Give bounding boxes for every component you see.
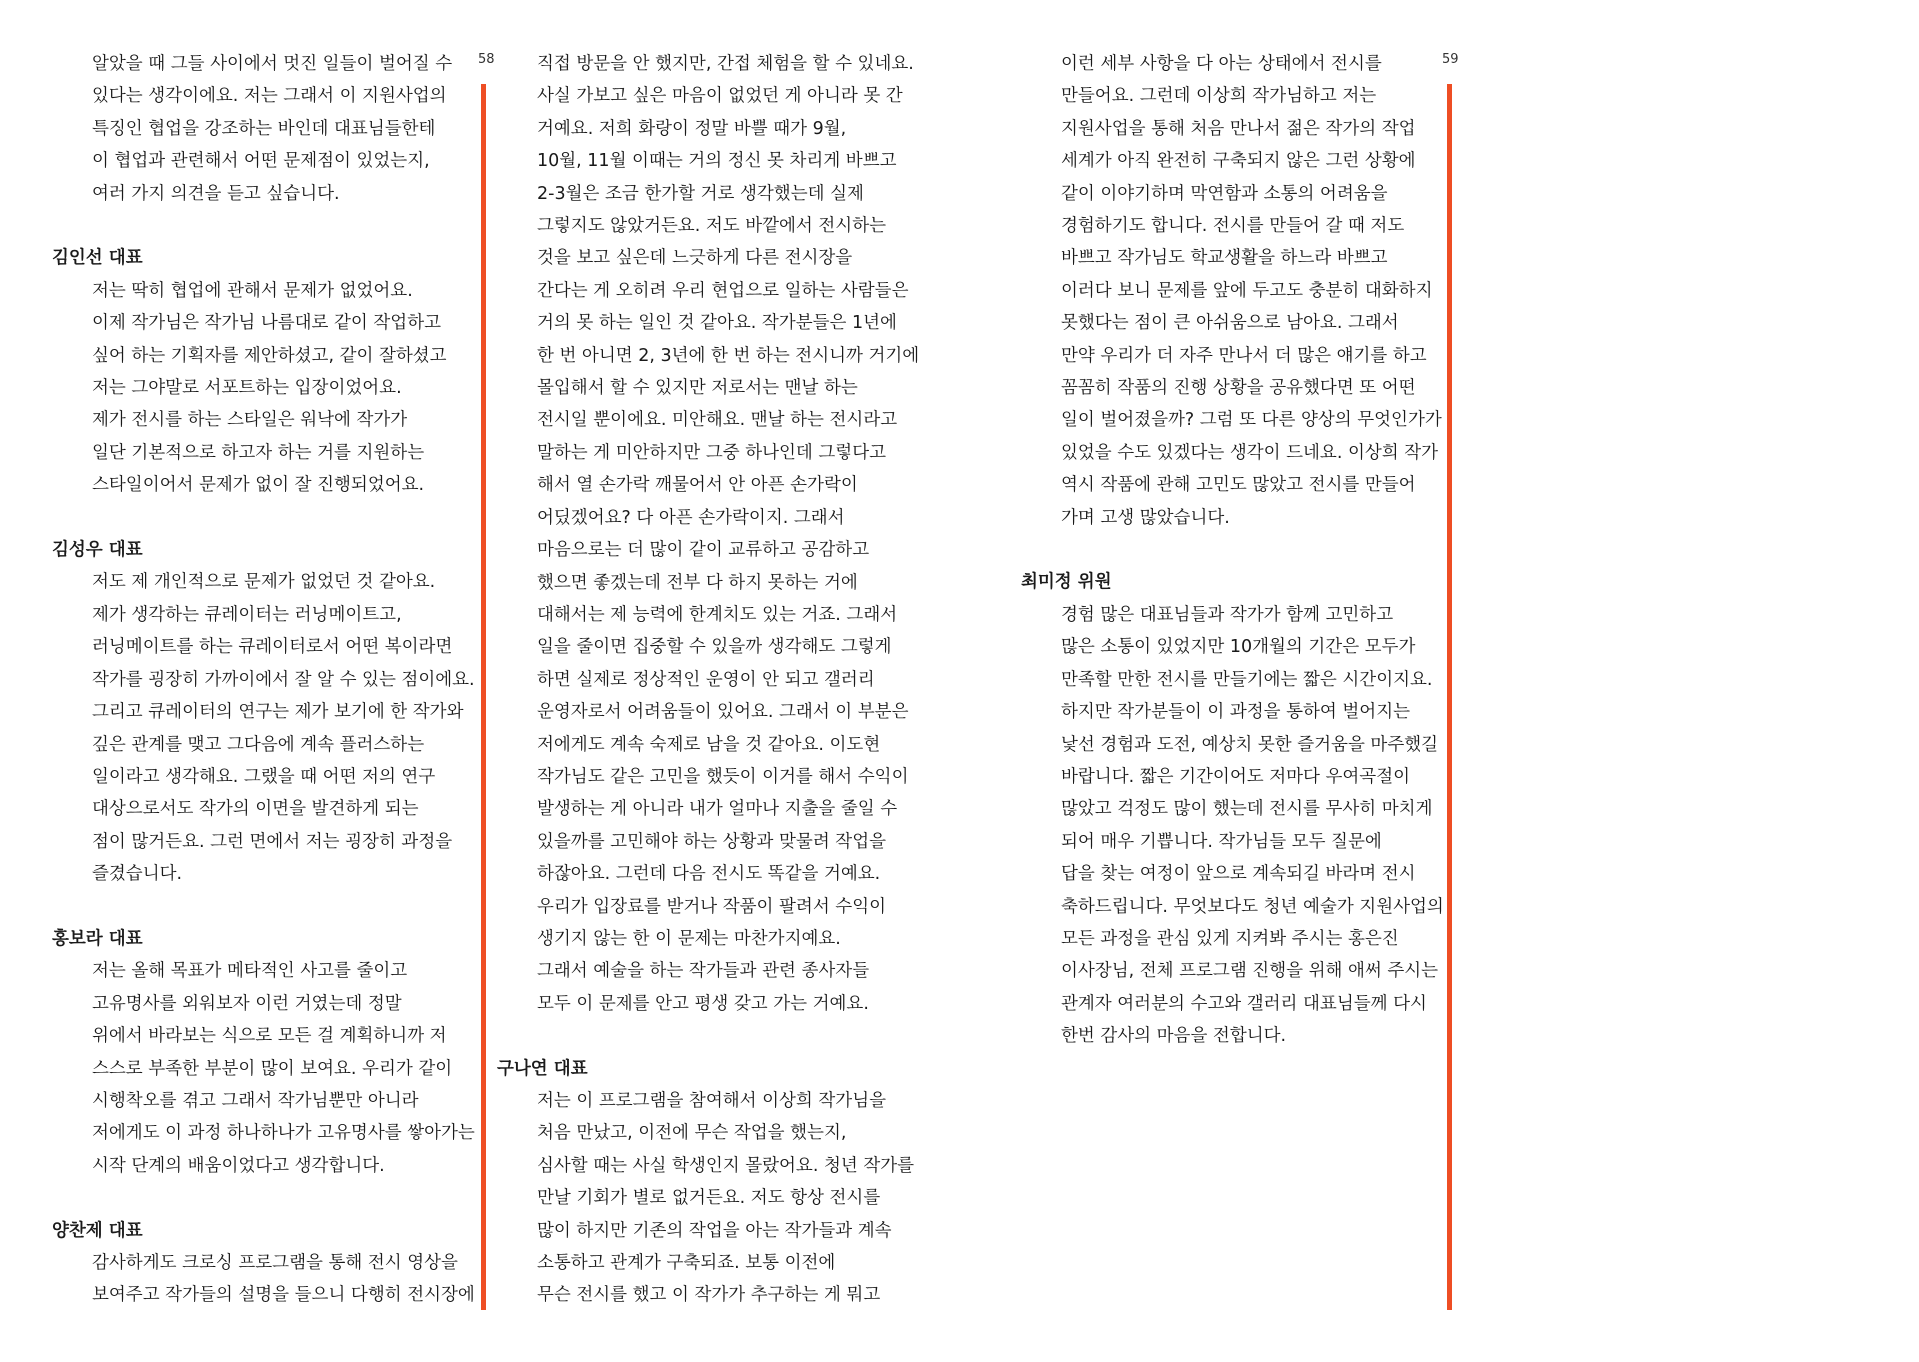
text-line: 바랍니다. 짧은 기간이어도 저마다 우여곡절이 (1061, 766, 1411, 787)
speaker-name: 김성우 대표 (52, 540, 143, 561)
text-line: 그리고 큐레이터의 연구는 제가 보기에 한 작가와 (92, 702, 464, 723)
text-line: 작가를 굉장히 가까이에서 잘 알 수 있는 점이에요. (92, 669, 475, 690)
text-line: 몰입해서 할 수 있지만 저로서는 맨날 하는 (537, 378, 858, 399)
text-line: 일단 기본적으로 하고자 하는 거를 지원하는 (92, 442, 425, 463)
page-number-left: 58 (478, 52, 495, 67)
speaker-name: 구나연 대표 (497, 1058, 588, 1079)
text-line: 하지만 작가분들이 이 과정을 통하여 벌어지는 (1061, 702, 1411, 723)
paragraph-gap (52, 1182, 475, 1214)
text-line: 것을 보고 싶은데 느긋하게 다른 전시장을 (537, 248, 853, 269)
text-line: 작가님도 같은 고민을 했듯이 이거를 해서 수익이 (537, 766, 909, 787)
text-line: 만족할 만한 전시를 만들기에는 짧은 시간이지요. (1061, 669, 1433, 690)
text-line: 지원사업을 통해 처음 만나서 젊은 작가의 작업 (1061, 118, 1416, 139)
text-line: 저는 딱히 협업에 관해서 문제가 없었어요. (92, 280, 413, 301)
text-line: 사실 가보고 싶은 마음이 없었던 게 아니라 못 간 (537, 86, 903, 107)
text-line: 관계자 여러분의 수고와 갤러리 대표님들께 다시 (1061, 993, 1427, 1014)
text-line: 한번 감사의 마음을 전합니다. (1061, 1026, 1287, 1047)
speaker-name: 김인선 대표 (52, 248, 143, 269)
text-line: 우리가 입장료를 받거나 작품이 팔려서 수익이 (537, 896, 887, 917)
text-line: 생기지 않는 한 이 문제는 마찬가지예요. (537, 928, 841, 949)
text-line: 가며 고생 많았습니다. (1061, 507, 1230, 528)
text-line: 거의 못 하는 일인 것 같아요. 작가분들은 1년에 (537, 313, 897, 334)
text-line: 있다는 생각이에요. 저는 그래서 이 지원사업의 (92, 86, 447, 107)
text-line: 이제 작가님은 작가님 나름대로 같이 작업하고 (92, 313, 442, 334)
text-line: 무슨 전시를 했고 이 작가가 추구하는 게 뭐고 (537, 1285, 881, 1306)
page-number-right: 59 (1442, 52, 1459, 67)
text-line: 저는 그야말로 서포트하는 입장이었어요. (92, 378, 402, 399)
text-line: 거예요. 저희 화랑이 정말 바쁠 때가 9월, (537, 118, 847, 139)
text-line: 직접 방문을 안 했지만, 간접 체험을 할 수 있네요. (537, 54, 914, 74)
text-line: 일을 줄이면 집중할 수 있을까 생각해도 그렇게 (537, 637, 892, 658)
text-line: 감사하게도 크로싱 프로그램을 통해 전시 영상을 (92, 1252, 458, 1273)
text-line: 스스로 부족한 부분이 많이 보여요. 우리가 같이 (92, 1058, 453, 1079)
paragraph-gap (497, 1020, 919, 1052)
text-line: 역시 작품에 관해 고민도 많았고 전시를 만들어 (1061, 475, 1416, 496)
speaker-name: 홍보라 대표 (52, 928, 143, 949)
text-line: 알았을 때 그들 사이에서 멋진 일들이 벌어질 수 (92, 54, 453, 74)
text-line: 이런 세부 사항을 다 아는 상태에서 전시를 (1061, 54, 1382, 74)
text-line: 한 번 아니면 2, 3년에 한 번 하는 전시니까 거기에 (537, 345, 920, 366)
text-line: 했으면 좋겠는데 전부 다 하지 못하는 거에 (537, 572, 858, 593)
text-line: 여러 가지 의견을 듣고 싶습니다. (92, 183, 340, 204)
text-line: 어딨겠어요? 다 아픈 손가락이지. 그래서 (537, 507, 845, 528)
text-line: 바쁘고 작가님도 학교생활을 하느라 바쁘고 (1061, 248, 1388, 269)
text-line: 세계가 아직 완전히 구축되지 않은 그런 상황에 (1061, 151, 1416, 172)
text-line: 저에게도 이 과정 하나하나가 고유명사를 쌓아가는 (92, 1123, 475, 1144)
text-line: 시작 단계의 배움이었다고 생각합니다. (92, 1155, 385, 1176)
text-line: 시행착오를 겪고 그래서 작가님뿐만 아니라 (92, 1090, 419, 1111)
text-line: 위에서 바라보는 식으로 모든 걸 계획하니까 저 (92, 1026, 447, 1047)
text-line: 저에게도 계속 숙제로 남을 것 같아요. 이도현 (537, 734, 881, 755)
text-line: 2-3월은 조금 한가할 거로 생각했는데 실제 (537, 183, 864, 204)
text-line: 깊은 관계를 맺고 그다음에 계속 플러스하는 (92, 734, 425, 755)
text-line: 경험 많은 대표님들과 작가가 함께 고민하고 (1061, 604, 1394, 625)
text-line: 특징인 협업을 강조하는 바인데 대표님들한테 (92, 118, 436, 139)
accent-bar-right (1447, 84, 1452, 1310)
paragraph-gap (52, 891, 475, 923)
text-line: 이사장님, 전체 프로그램 진행을 위해 애써 주시는 (1061, 961, 1439, 982)
text-line: 처음 만났고, 이전에 무슨 작업을 했는지, (537, 1123, 847, 1144)
text-line: 일이 벌어졌을까? 그럼 또 다른 양상의 무엇인가가 (1061, 410, 1442, 431)
text-line: 같이 이야기하며 막연함과 소통의 어려움을 (1061, 183, 1388, 204)
text-line: 그래서 예술을 하는 작가들과 관련 종사자들 (537, 961, 870, 982)
text-line: 저는 올해 목표가 메타적인 사고를 줄이고 (92, 961, 408, 982)
text-line: 스타일이어서 문제가 없이 잘 진행되었어요. (92, 475, 425, 496)
paragraph-gap (52, 210, 475, 242)
text-line: 경험하기도 합니다. 전시를 만들어 갈 때 저도 (1061, 216, 1405, 237)
text-line: 낯선 경험과 도전, 예상치 못한 즐거움을 마주했길 (1061, 734, 1439, 755)
text-line: 발생하는 게 아니라 내가 얼마나 지출을 줄일 수 (537, 799, 898, 820)
text-line: 제가 전시를 하는 스타일은 워낙에 작가가 (92, 410, 408, 431)
text-line: 저도 제 개인적으로 문제가 없었던 것 같아요. (92, 572, 436, 593)
text-line: 이러다 보니 문제를 앞에 두고도 충분히 대화하지 (1061, 280, 1433, 301)
text-line: 많았고 걱정도 많이 했는데 전시를 무사히 마치게 (1061, 799, 1433, 820)
accent-bar-left (481, 84, 486, 1310)
paragraph-gap (52, 502, 475, 534)
text-line: 꼼꼼히 작품의 진행 상황을 공유했다면 또 어떤 (1061, 378, 1416, 399)
text-line: 저는 이 프로그램을 참여해서 이상희 작가님을 (537, 1090, 887, 1111)
text-line: 소통하고 관계가 구축되죠. 보통 이전에 (537, 1253, 836, 1274)
text-line: 심사할 때는 사실 학생인지 몰랐어요. 청년 작가를 (537, 1155, 915, 1176)
text-line: 그렇지도 않았거든요. 저도 바깥에서 전시하는 (537, 216, 887, 237)
text-line: 대상으로서도 작가의 이면을 발견하게 되는 (92, 799, 419, 820)
text-line: 많이 하지만 기존의 작업을 아는 작가들과 계속 (537, 1220, 892, 1241)
text-line: 말하는 게 미안하지만 그중 하나인데 그렇다고 (537, 442, 887, 463)
text-line: 점이 많거든요. 그런 면에서 저는 굉장히 과정을 (92, 831, 453, 852)
text-column-2 (497, 48, 919, 1312)
text-line: 만들어요. 그런데 이상희 작가님하고 저는 (1061, 86, 1377, 107)
text-line: 되어 매우 기쁩니다. 작가님들 모두 질문에 (1061, 831, 1382, 852)
paragraph-gap (1021, 534, 1444, 566)
text-column-1 (52, 48, 475, 1312)
text-line: 전시일 뿐이에요. 미안해요. 맨날 하는 전시라고 (537, 410, 898, 431)
text-line: 대해서는 제 능력에 한계치도 있는 거죠. 그래서 (537, 604, 898, 625)
text-line: 있었을 수도 있겠다는 생각이 드네요. 이상희 작가 (1061, 442, 1439, 463)
text-line: 못했다는 점이 큰 아쉬움으로 남아요. 그래서 (1061, 313, 1399, 334)
text-line: 해서 열 손가락 깨물어서 안 아픈 손가락이 (537, 475, 858, 496)
text-line: 만약 우리가 더 자주 만나서 더 많은 얘기를 하고 (1061, 345, 1427, 366)
text-line: 있을까를 고민해야 하는 상황과 맞물려 작업을 (537, 831, 887, 852)
text-column-3 (1021, 48, 1444, 1053)
text-line: 10월, 11월 이때는 거의 정신 못 차리게 바쁘고 (537, 151, 897, 172)
text-line: 일이라고 생각해요. 그랬을 때 어떤 저의 연구 (92, 766, 436, 787)
text-line: 모두 이 문제를 안고 평생 갖고 가는 거예요. (537, 993, 869, 1014)
text-line: 답을 찾는 여정이 앞으로 계속되길 바라며 전시 (1061, 864, 1416, 885)
text-line: 만날 기회가 별로 없거든요. 저도 항상 전시를 (537, 1188, 881, 1209)
text-line: 간다는 게 오히려 우리 현업으로 일하는 사람들은 (537, 280, 909, 301)
text-line: 싶어 하는 기획자를 제안하셨고, 같이 잘하셨고 (92, 345, 447, 366)
text-line: 마음으로는 더 많이 같이 교류하고 공감하고 (537, 540, 870, 561)
text-line: 즐겼습니다. (92, 864, 183, 885)
text-line: 하면 실제로 정상적인 운영이 안 되고 갤러리 (537, 669, 875, 690)
text-line: 제가 생각하는 큐레이터는 러닝메이트고, (92, 604, 402, 625)
text-line: 보여주고 작가들의 설명을 들으니 다행히 전시장에 (92, 1285, 475, 1306)
text-line: 운영자로서 어려움들이 있어요. 그래서 이 부분은 (537, 702, 909, 723)
text-line: 축하드립니다. 무엇보다도 청년 예술가 지원사업의 (1061, 896, 1444, 917)
text-line: 러닝메이트를 하는 큐레이터로서 어떤 복이라면 (92, 637, 453, 658)
text-line: 이 협업과 관련해서 어떤 문제점이 있었는지, (92, 151, 430, 172)
text-line: 많은 소통이 있었지만 10개월의 기간은 모두가 (1061, 637, 1416, 658)
speaker-name: 최미정 위원 (1021, 572, 1112, 593)
text-line: 하잖아요. 그런데 다음 전시도 똑같을 거예요. (537, 864, 881, 885)
text-line: 모든 과정을 관심 있게 지켜봐 주시는 홍은진 (1061, 928, 1399, 949)
speaker-name: 양찬제 대표 (52, 1220, 143, 1241)
text-line: 고유명사를 외워보자 이런 거였는데 정말 (92, 993, 402, 1014)
